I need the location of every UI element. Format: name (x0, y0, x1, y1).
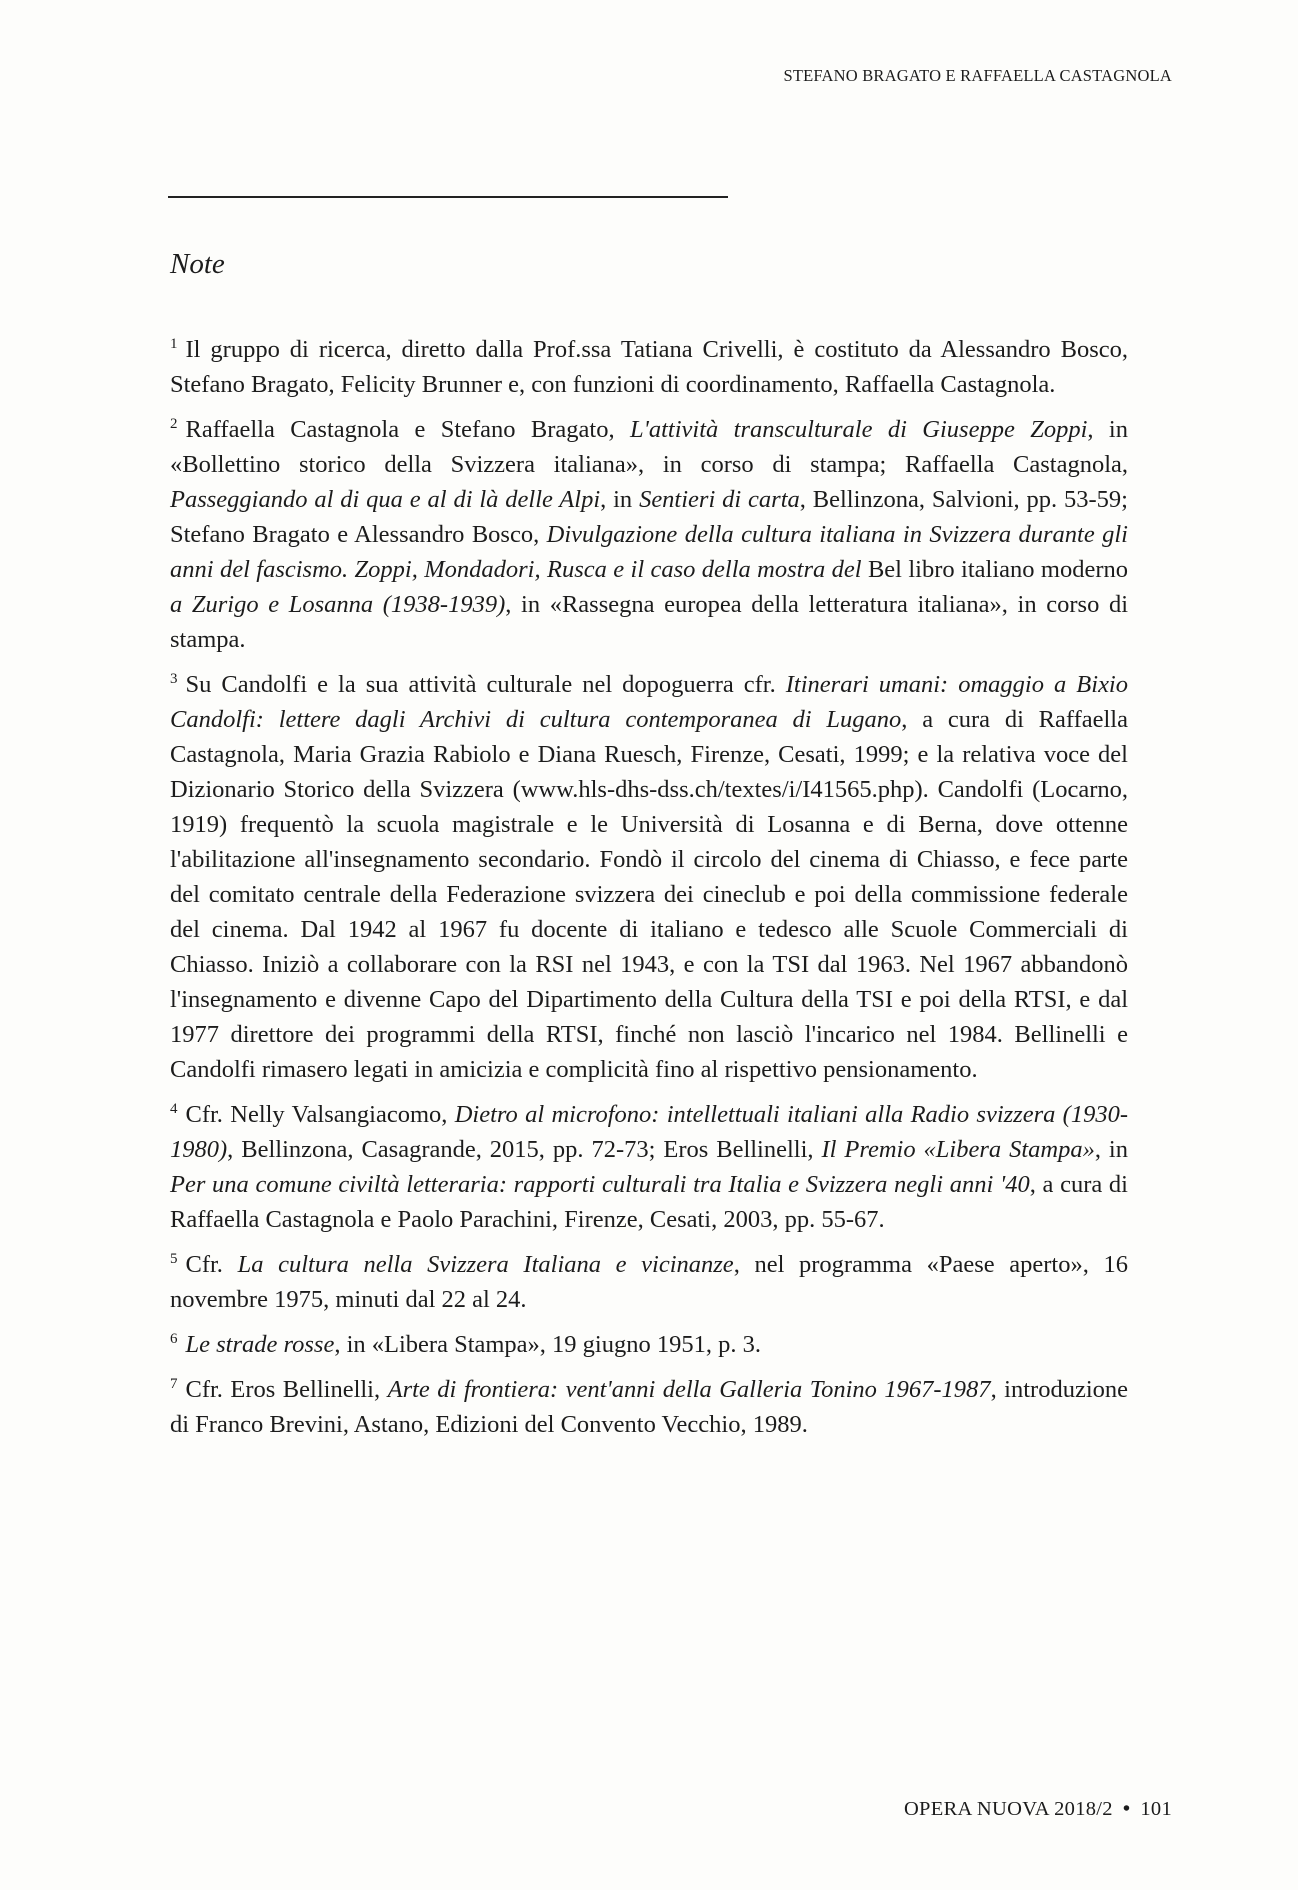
notes-divider (168, 196, 728, 198)
footnote-number: 5 (170, 1250, 178, 1267)
footnote-title: Passeggiando al di qua e al di là delle Alpi (170, 486, 601, 513)
footnote (170, 1372, 1128, 1442)
footnote-title: La cultura nella Svizzera Italiana e vicinanze (237, 1251, 734, 1278)
footer-separator: • (1122, 1798, 1131, 1820)
footnote-text: , Bellinzona, Salvioni, pp. 53-59; Stefano Bragato e Alessandro Bosco, (170, 486, 1128, 548)
footnote-text: Cfr. Nelly Valsangiacomo, (185, 1101, 455, 1128)
footnote-title: Per una comune civiltà letteraria: rapporti culturali tra Italia e Svizzera negli anni '40 (170, 1171, 1030, 1198)
footnote-text: , in (600, 486, 640, 513)
footnote-text: , a cura di Raffaella Castagnola, Maria Grazia Rabiolo e Diana Ruesch, Firenze, Cesati, 1999; e la relativa voce del Dizionario Storico della Svizzera (www.hls-dhs-dss.ch/textes/i/I41565.php). Candolfi (Locarno, 1919) frequentò la scuola magistrale e le Università di Losanna e di Berna, dove ottenne l'abilitazione all'insegnamento secondario. Fondò il circolo del cinema di Chiasso, e fece parte del comitato centrale della Federazione svizzera dei cineclub e poi della commissione federale del cinema. Dal 1942 al 1967 fu docente di italiano e tedesco alle Scuole Commerciali di Chiasso. Iniziò a collaborare con la RSI nel 1943, e con la TSI dal 1963. Nel 1967 abbandonò l'insegnamento e divenne Capo del Dipartimento della Cultura della TSI e poi della RTSI, e dal 1977 direttore dei programmi della RTSI, finché non lasciò l'incarico nel 1984. Bellinelli e Candolfi rimasero legati in amicizia e complicità fino al rispettivo pensionamento. (170, 706, 1128, 1083)
footnote-number: 6 (170, 1330, 178, 1347)
footnote-number: 3 (170, 670, 178, 687)
footnote-number: 1 (170, 335, 178, 352)
footnote-title: Divulgazione della cultura italiana in Svizzera durante gli anni del fascismo. Zoppi, Mondadori, Rusca e il caso della mostra del (170, 521, 1128, 583)
footnote-title: Sentieri di carta (639, 486, 800, 513)
notes-heading: Note (170, 248, 225, 280)
footnote-text: Cfr. (185, 1251, 238, 1278)
running-head: STEFANO BRAGATO E RAFFAELLA CASTAGNOLA (783, 66, 1172, 85)
footnote-title: Dietro al microfono: intellettuali italiani alla Radio svizzera (1930-1980) (170, 1101, 1128, 1163)
page-number: 101 (1140, 1798, 1172, 1820)
footnote (170, 332, 1128, 402)
footnote-text: Su Candolfi e la sua attività culturale nel dopoguerra cfr. (185, 671, 786, 698)
footnote (170, 412, 1128, 657)
footnote-text: Raffaella Castagnola e Stefano Bragato, (185, 416, 630, 443)
footnote-title: L'attività transculturale di Giuseppe Zoppi (630, 416, 1088, 443)
footnote-text: , in (1094, 1136, 1128, 1163)
footnote-text: , nel programma «Paese aperto», 16 novembre 1975, minuti dal 22 al 24. (170, 1251, 1128, 1313)
footnote (170, 1327, 1128, 1362)
footnote-text: , introduzione di Franco Brevini, Astano, Edizioni del Convento Vecchio, 1989. (170, 1376, 1128, 1438)
footnote-title: Le strade rosse (185, 1331, 335, 1358)
footnote-text: Il gruppo di ricerca, diretto dalla Prof.ssa Tatiana Crivelli, è costituto da Alessandro Bosco, Stefano Bragato, Felicity Brunner e, con funzioni di coordinamento, Raffaella Castagnola. (170, 336, 1128, 398)
footnote-number: 4 (170, 1100, 178, 1117)
footnote-text: , Bellinzona, Casagrande, 2015, pp. 72-73; Eros Bellinelli, (227, 1136, 822, 1163)
footnote-text: , in «Rassegna europea della letteratura italiana», in corso di stampa. (170, 591, 1129, 653)
footnote (170, 1097, 1128, 1237)
footnote-text: Cfr. Eros Bellinelli, (185, 1376, 388, 1403)
journal-name: OPERA NUOVA 2018/2 (903, 1798, 1113, 1820)
footnote-text: Bel libro italiano moderno (861, 556, 1128, 583)
footnote-number: 7 (170, 1375, 178, 1392)
footnote-number: 2 (170, 415, 178, 432)
footnote-text: , in «Libera Stampa», 19 giugno 1951, p. 3. (334, 1331, 761, 1358)
footnote-title: Itinerari umani: omaggio a Bixio Candolfi: lettere dagli Archivi di cultura contemporanea di Lugano (170, 671, 1128, 733)
footnote-text: , a cura di Raffaella Castagnola e Paolo Parachini, Firenze, Cesati, 2003, pp. 55-67. (170, 1171, 1128, 1233)
footnote (170, 1247, 1128, 1317)
page-footer (904, 1798, 1172, 1821)
footnote (170, 667, 1128, 1087)
footnote-title: Il Premio «Libera Stampa» (821, 1136, 1095, 1163)
footnote-title: a Zurigo e Losanna (1938-1939) (170, 591, 506, 618)
footnote-title: Arte di frontiera: vent'anni della Galleria Tonino 1967-1987 (387, 1376, 991, 1403)
notes-list (170, 332, 1128, 1452)
footnote-text: , in «Bollettino storico della Svizzera italiana», in corso di stampa; Raffaella Castagnola, (170, 416, 1128, 478)
